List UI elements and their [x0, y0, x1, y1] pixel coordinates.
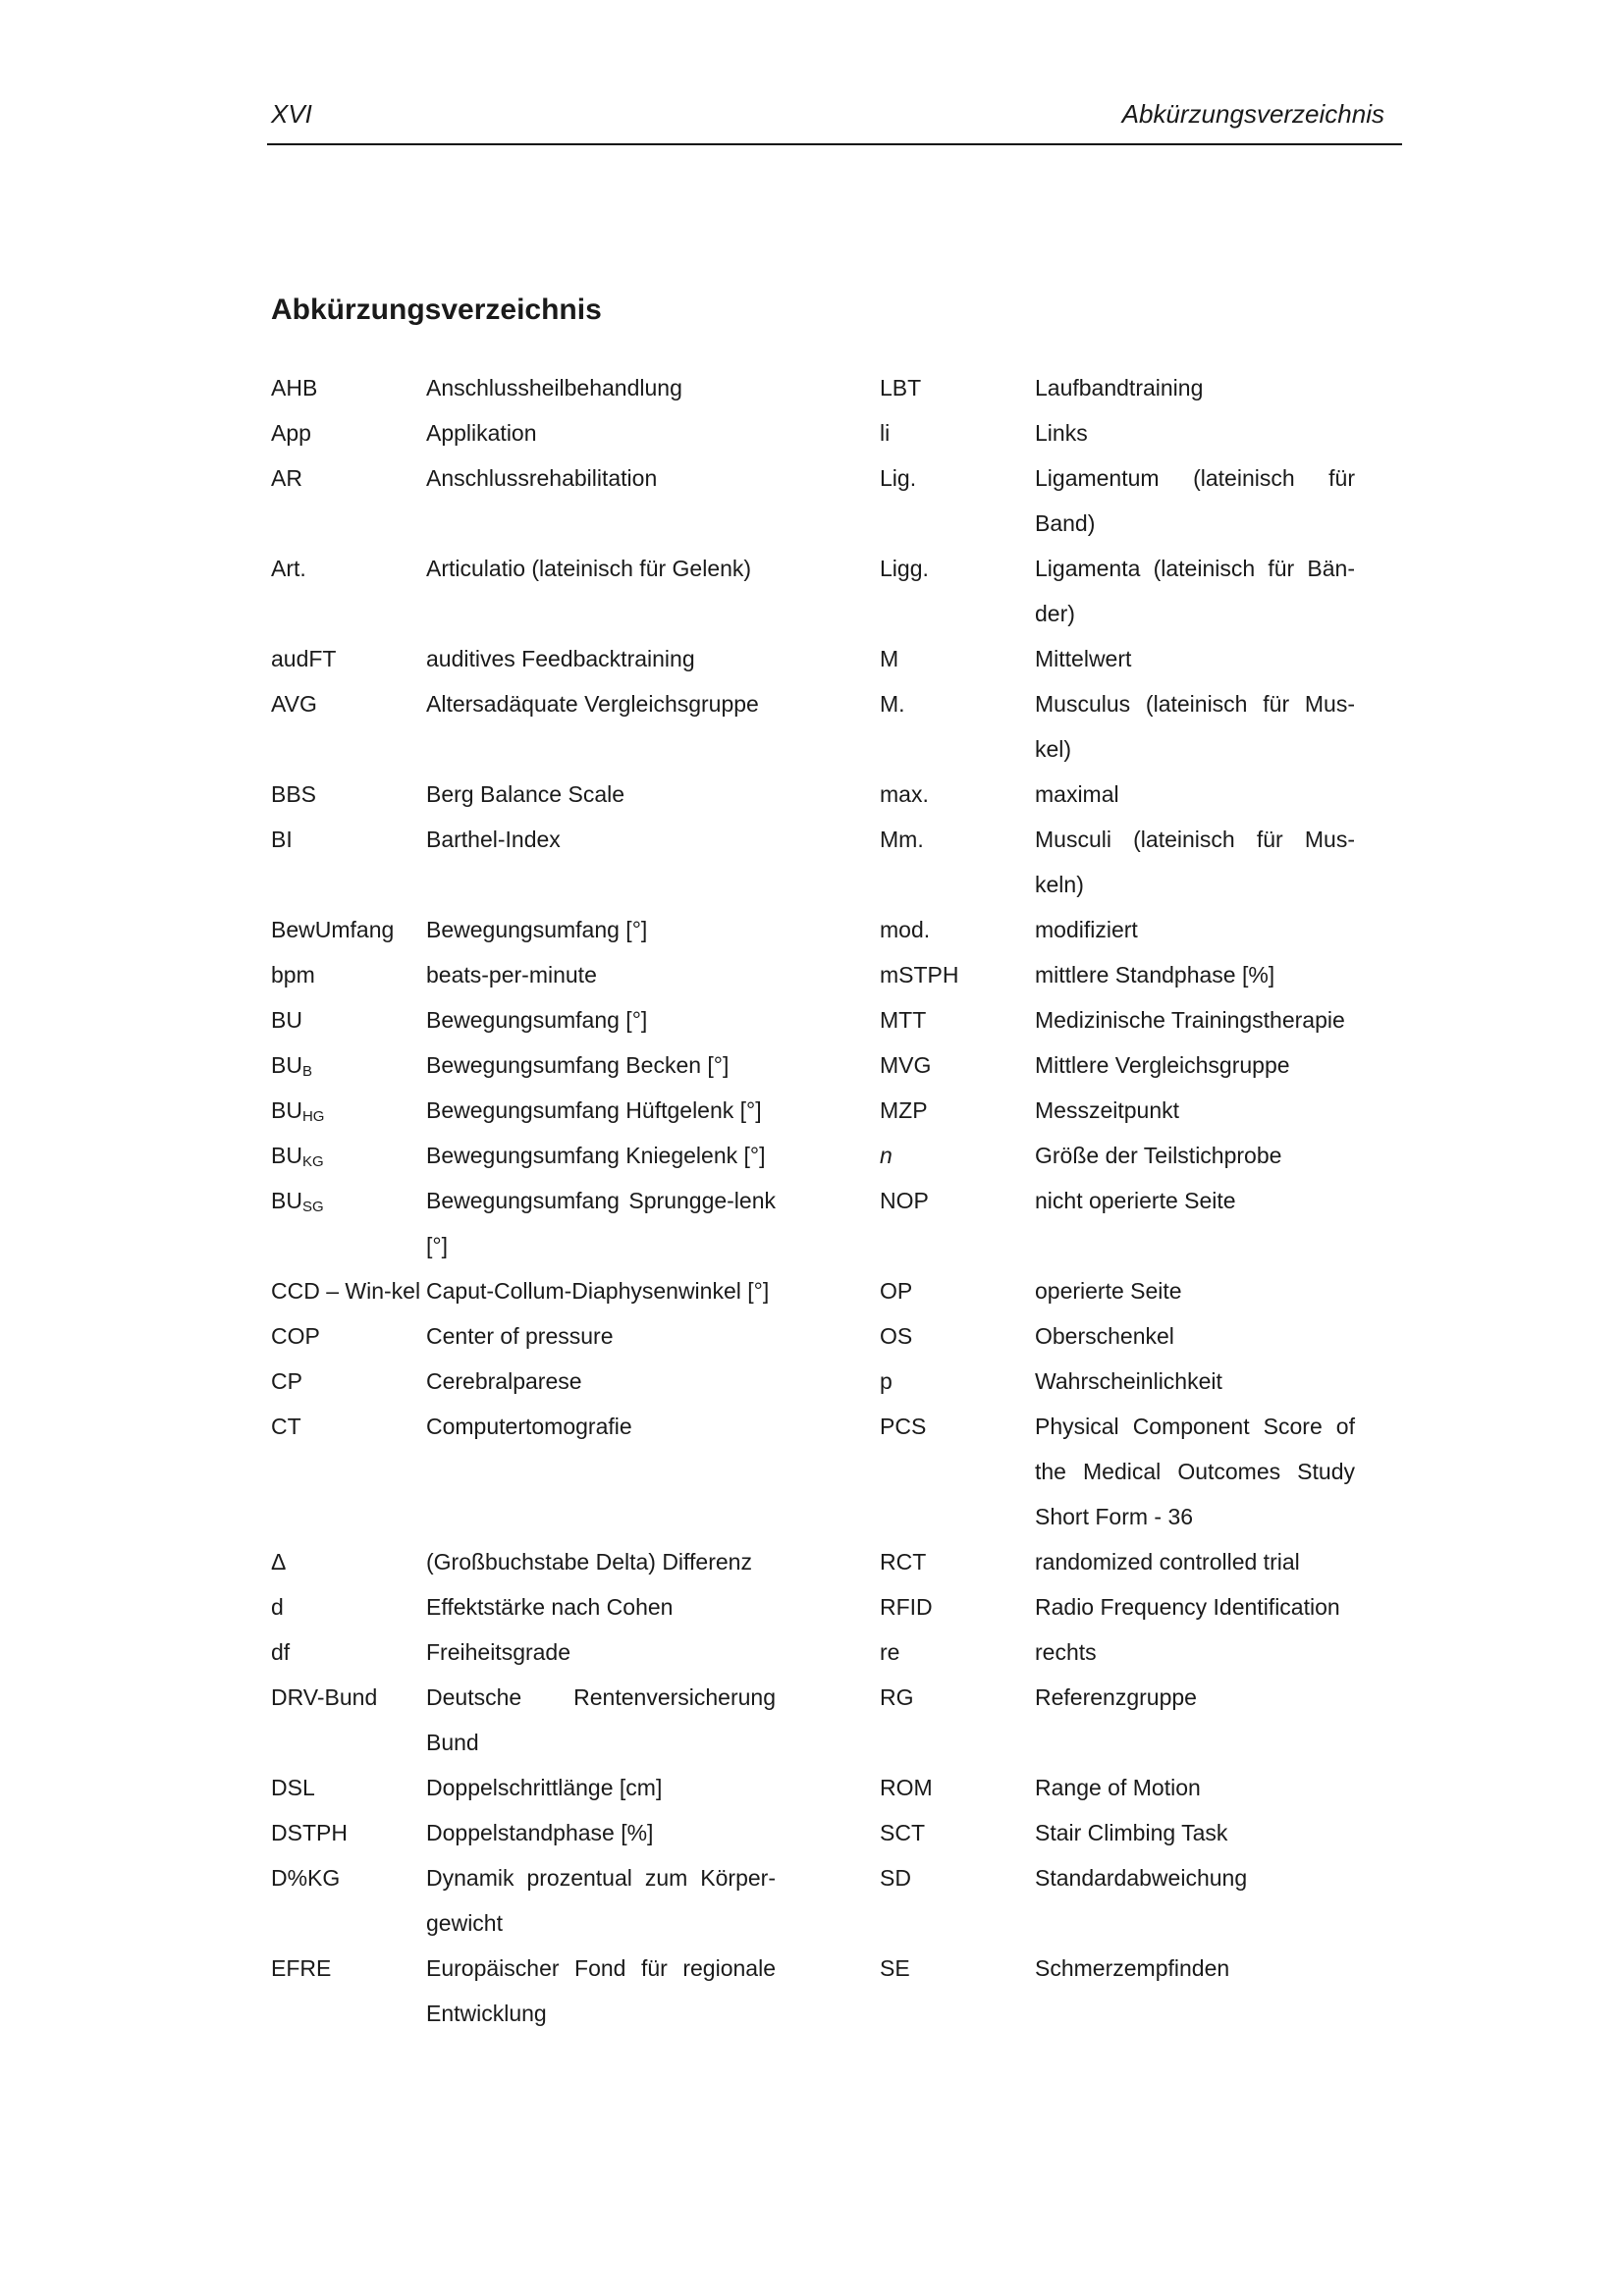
table-row — [271, 1810, 1361, 1855]
abbreviation-right: Lig. — [880, 465, 917, 491]
table-row — [271, 997, 1361, 1042]
abbreviation-left: df — [271, 1639, 291, 1665]
definition-left: Applikation — [426, 420, 537, 446]
definition-left: (Großbuchstabe Delta) Differenz — [426, 1549, 752, 1575]
abbreviation-right: Mm. — [880, 827, 924, 852]
abbreviation-left: DRV-Bund — [271, 1684, 378, 1710]
table-row — [271, 772, 1361, 817]
abbreviation-left: CP — [271, 1368, 302, 1394]
table-row — [271, 1042, 1361, 1088]
definition-left: Barthel-Index — [426, 827, 561, 852]
abbreviation-left: D%KG — [271, 1865, 341, 1891]
definition-left: Articulatio (lateinisch für Gelenk) — [426, 556, 752, 581]
abbreviation-left: BewUmfang — [271, 917, 395, 942]
definition-left: Effektstärke nach Cohen — [426, 1594, 674, 1620]
table-row — [271, 817, 1361, 907]
abbreviation-right: max. — [880, 781, 929, 807]
definition-left: Altersadäquate Vergleichsgruppe — [426, 691, 759, 717]
table-row — [271, 1855, 1361, 1946]
definition-right: Links — [1035, 420, 1088, 446]
abbreviation-right: RFID — [880, 1594, 933, 1620]
page-title: Abkürzungsverzeichnis — [271, 294, 602, 326]
definition-left: Anschlussrehabilitation — [426, 465, 658, 491]
table-row — [271, 681, 1361, 772]
page-number: XVI — [271, 99, 312, 129]
definition-left: Bewegungsumfang [°] — [426, 917, 648, 942]
definition-right: Mittlere Vergleichsgruppe — [1035, 1052, 1290, 1078]
definition-right: Radio Frequency Identification — [1035, 1594, 1340, 1620]
table-row — [271, 1268, 1361, 1313]
definition-right: maximal — [1035, 781, 1119, 807]
definition-right: operierte Seite — [1035, 1278, 1182, 1304]
abbreviation-left: $BU_B$ — [271, 1052, 312, 1080]
definition-left: auditives Feedbacktraining — [426, 646, 695, 671]
definition-right: Stair Climbing Task — [1035, 1820, 1228, 1845]
abbreviation-table — [271, 365, 1361, 2036]
table-row — [271, 1133, 1361, 1178]
table-row — [271, 1313, 1361, 1359]
abbreviation-left: DSTPH — [271, 1820, 348, 1845]
definition-right: randomized controlled trial — [1035, 1549, 1300, 1575]
table-row — [271, 455, 1361, 546]
abbreviation-left: $BU_{HG}$ — [271, 1097, 325, 1125]
abbreviation-left: d — [271, 1594, 284, 1620]
definition-right: Physical Component Score of the Medical Outcomes Study Short Form - 36 — [1035, 1414, 1355, 1529]
abbreviation-right: Ligg. — [880, 556, 929, 581]
abbreviation-right: OS — [880, 1323, 913, 1349]
abbreviation-right: MZP — [880, 1097, 928, 1123]
abbreviation-left: App — [271, 420, 311, 446]
definition-right: Musculi (lateinisch für Mus-keln) — [1035, 827, 1355, 897]
table-row — [271, 1946, 1361, 2036]
table-row — [271, 907, 1361, 952]
abbreviation-right: SE — [880, 1955, 910, 1981]
definition-right: Schmerzempfinden — [1035, 1955, 1230, 1981]
definition-left: Bewegungsumfang Becken [°] — [426, 1052, 730, 1078]
abbreviation-right: MTT — [880, 1007, 927, 1033]
abbreviation-right: RCT — [880, 1549, 927, 1575]
abbreviation-right: SD — [880, 1865, 911, 1891]
definition-right: Ligamentum (lateinisch für Band) — [1035, 465, 1355, 536]
definition-left: Deutsche Rentenversicherung Bund — [426, 1684, 776, 1755]
abbreviation-left: BI — [271, 827, 293, 852]
table-row — [271, 410, 1361, 455]
definition-left: Europäischer Fond für regionale Entwicklung — [426, 1955, 776, 2026]
abbreviation-right: ROM — [880, 1775, 933, 1800]
abbreviation-right: SCT — [880, 1820, 925, 1845]
definition-right: Musculus (lateinisch für Mus-kel) — [1035, 691, 1355, 762]
definition-left: beats-per-minute — [426, 962, 597, 988]
page-header — [267, 96, 1402, 145]
table-row — [271, 546, 1361, 636]
table-row — [271, 952, 1361, 997]
definition-left: Computertomografie — [426, 1414, 632, 1439]
table-row — [271, 1359, 1361, 1404]
abbreviation-right: mSTPH — [880, 962, 959, 988]
abbreviation-left: CT — [271, 1414, 301, 1439]
abbreviation-left: AHB — [271, 375, 318, 400]
definition-left: Bewegungsumfang Kniegelenk [°] — [426, 1143, 766, 1168]
abbreviation-right: OP — [880, 1278, 913, 1304]
abbreviation-right: li — [880, 420, 891, 446]
table-row — [271, 1178, 1361, 1268]
definition-right: Wahrscheinlichkeit — [1035, 1368, 1222, 1394]
definition-right: modifiziert — [1035, 917, 1138, 942]
definition-right: Mittelwert — [1035, 646, 1132, 671]
abbreviation-left: BBS — [271, 781, 317, 807]
table-row — [271, 1539, 1361, 1584]
definition-right: rechts — [1035, 1639, 1097, 1665]
definition-left: Dynamik prozentual zum Körper-gewicht — [426, 1865, 776, 1936]
table-row — [271, 1675, 1361, 1765]
abbreviation-right: NOP — [880, 1188, 929, 1213]
definition-left: Cerebralparese — [426, 1368, 582, 1394]
definition-right: Ligamenta (lateinisch für Bän-der) — [1035, 556, 1355, 626]
table-row — [271, 1404, 1361, 1539]
abbreviation-left: Δ — [271, 1549, 287, 1575]
abbreviation-left: bpm — [271, 962, 315, 988]
definition-right: Größe der Teilstichprobe — [1035, 1143, 1282, 1168]
abbreviation-right: LBT — [880, 375, 922, 400]
definition-right: Laufbandtraining — [1035, 375, 1204, 400]
definition-right: Oberschenkel — [1035, 1323, 1174, 1349]
definition-left: Freiheitsgrade — [426, 1639, 571, 1665]
abbreviation-left: AVG — [271, 691, 317, 717]
abbreviation-left: audFT — [271, 646, 337, 671]
abbreviation-left: EFRE — [271, 1955, 332, 1981]
abbreviation-left: AR — [271, 465, 302, 491]
abbreviation-right: mod. — [880, 917, 931, 942]
definition-left: Doppelstandphase [%] — [426, 1820, 654, 1845]
definition-right: Range of Motion — [1035, 1775, 1201, 1800]
table-row — [271, 1088, 1361, 1133]
table-row — [271, 1629, 1361, 1675]
definition-left: Anschlussheilbehandlung — [426, 375, 682, 400]
header-section-title: Abkürzungsverzeichnis — [1121, 99, 1384, 129]
definition-right: Messzeitpunkt — [1035, 1097, 1180, 1123]
definition-left: Bewegungsumfang [°] — [426, 1007, 648, 1033]
table-row — [271, 365, 1361, 410]
definition-left: Caput-Collum-Diaphysenwinkel [°] — [426, 1278, 770, 1304]
abbreviation-left: $BU_{KG}$ — [271, 1143, 324, 1170]
abbreviation-left: DSL — [271, 1775, 315, 1800]
abbreviation-right: n — [880, 1143, 893, 1168]
definition-left: Berg Balance Scale — [426, 781, 625, 807]
definition-left: Bewegungsumfang Sprungge-lenk [°] — [426, 1188, 776, 1258]
definition-right: Referenzgruppe — [1035, 1684, 1197, 1710]
definition-right: Standardabweichung — [1035, 1865, 1248, 1891]
abbreviation-left: Art. — [271, 556, 306, 581]
abbreviation-right: p — [880, 1368, 893, 1394]
abbreviation-left: $BU_{SG}$ — [271, 1188, 324, 1215]
abbreviation-right: RG — [880, 1684, 914, 1710]
abbreviation-left: COP — [271, 1323, 320, 1349]
definition-right: nicht operierte Seite — [1035, 1188, 1236, 1213]
definition-right: mittlere Standphase [%] — [1035, 962, 1275, 988]
abbreviation-left: CCD – Win-kel — [271, 1278, 421, 1304]
abbreviation-right: M — [880, 646, 899, 671]
abbreviation-right: M. — [880, 691, 905, 717]
definition-right: Medizinische Trainingstherapie — [1035, 1007, 1345, 1033]
definition-left: Bewegungsumfang Hüftgelenk [°] — [426, 1097, 762, 1123]
abbreviation-right: PCS — [880, 1414, 927, 1439]
definition-left: Center of pressure — [426, 1323, 614, 1349]
table-row — [271, 1584, 1361, 1629]
table-row — [271, 636, 1361, 681]
definition-left: Doppelschrittlänge [cm] — [426, 1775, 663, 1800]
table-row — [271, 1765, 1361, 1810]
abbreviation-right: MVG — [880, 1052, 932, 1078]
abbreviation-right: re — [880, 1639, 900, 1665]
abbreviation-left: BU — [271, 1007, 302, 1033]
